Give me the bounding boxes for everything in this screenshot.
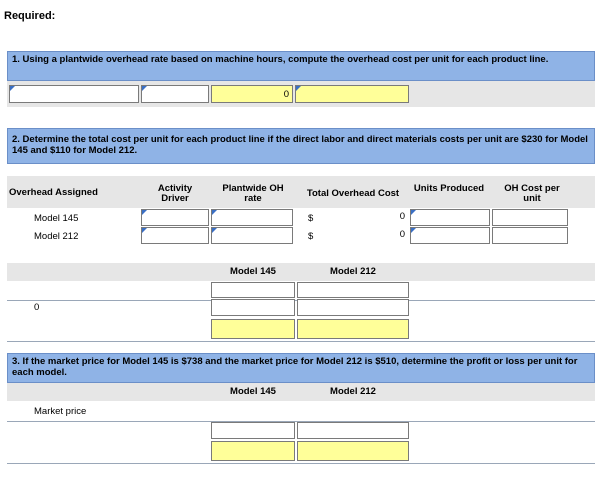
m145-total-overhead: 0: [399, 211, 405, 222]
m145-currency: $: [308, 213, 314, 224]
q3-hdr-model-212: Model 212: [330, 386, 376, 397]
divider: [7, 463, 595, 464]
q3-m212-profit: [297, 441, 409, 461]
m145-oh-per-unit-input[interactable]: [492, 209, 568, 226]
summary-m145-row1[interactable]: [211, 282, 295, 298]
q3-m145-profit: [211, 441, 295, 461]
m145-units-input[interactable]: [410, 209, 490, 226]
q1-rate-output: 0: [211, 85, 293, 103]
m212-currency: $: [308, 231, 314, 242]
q1-input-1[interactable]: [9, 85, 139, 103]
summary-m145-row2[interactable]: [211, 299, 295, 316]
summary-hdr-model-145: Model 145: [230, 266, 276, 277]
summary-m212-total: [297, 319, 409, 339]
m145-activity-driver-input[interactable]: [141, 209, 209, 226]
divider: [7, 341, 595, 342]
m212-oh-per-unit-input[interactable]: [492, 227, 568, 244]
summary-m212-row2[interactable]: [297, 299, 409, 316]
m212-units-input[interactable]: [410, 227, 490, 244]
question-2-text: 2. Determine the total cost per unit for each product line if the direct labor and direct materials costs per unit are $230 for Model 145 and $110 for Model 212.: [7, 128, 595, 164]
market-price-label: Market price: [34, 406, 87, 417]
question-3-text: 3. If the market price for Model 145 is $738 and the market price for Model 212 is $510, determine the profit or loss per unit for each model.: [7, 353, 595, 383]
m212-total-overhead: 0: [399, 229, 405, 240]
hdr-plantwide-rate: Plantwide OH rate: [222, 183, 284, 204]
hdr-total-overhead-cost: Total Overhead Cost: [306, 188, 400, 199]
q1-rate-unit-input[interactable]: [295, 85, 409, 103]
row-label-model-212: Model 212: [34, 231, 79, 242]
hdr-oh-cost-per-unit: OH Cost per unit: [504, 183, 560, 204]
row-label-model-145: Model 145: [34, 213, 79, 224]
q3-m212-row2[interactable]: [297, 422, 409, 439]
hdr-units-produced: Units Produced: [413, 183, 485, 194]
q1-input-2[interactable]: [141, 85, 209, 103]
m212-activity-driver-input[interactable]: [141, 227, 209, 244]
q3-hdr-model-145: Model 145: [230, 386, 276, 397]
summary-m145-total: [211, 319, 295, 339]
m212-rate-input[interactable]: [211, 227, 293, 244]
page-heading: Required:: [4, 10, 56, 22]
m145-rate-input[interactable]: [211, 209, 293, 226]
question-1-text: 1. Using a plantwide overhead rate based on machine hours, compute the overhead cost per unit for each product line.: [7, 51, 595, 81]
summary-m212-row1[interactable]: [297, 282, 409, 298]
hdr-activity-driver: Activity Driver: [157, 183, 193, 204]
summary-row-value: 0: [34, 302, 40, 313]
hdr-overhead-assigned: Overhead Assigned: [9, 187, 98, 198]
summary-hdr-model-212: Model 212: [330, 266, 376, 277]
q3-m145-row2[interactable]: [211, 422, 295, 439]
